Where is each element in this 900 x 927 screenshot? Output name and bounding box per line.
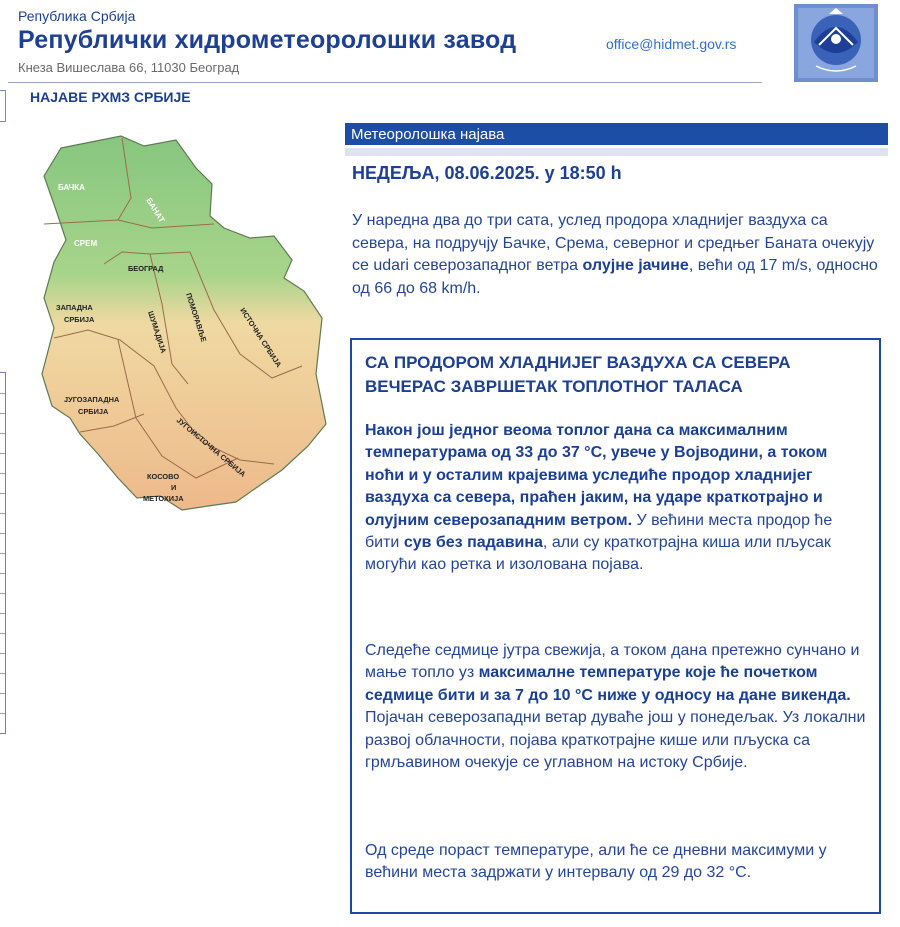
- nav-title[interactable]: НАЈАВЕ РХМЗ СРБИЈЕ: [30, 89, 191, 105]
- section-separator: [345, 148, 888, 156]
- region-zapadna-line1: ЗАПАДНА: [56, 303, 93, 312]
- p2-text-c: Појачан северозападни ветар дуваће још у понедељак. Уз локални развој облачности, појава краткотрајне кише или пљуска са грмљавином очекује се углавном на истоку Србије.: [365, 709, 866, 772]
- p2-text-b: максималне температуре које ће почетком седмице бити и за 7 до 10 °C ниже у односу на дане викенда.: [365, 664, 851, 704]
- box-paragraph-3: Од среде пораст температуре, али ће се дневни максимуми у већини места задржати у интервалу од 29 до 32 °C.: [365, 842, 827, 882]
- intro-text-a: У наредна два до три сата, услед продора хладнијег ваздуха са севера, на подручју Бачке, Срема, северног и средњег Баната очекују се udari северозападног ветра: [352, 212, 875, 274]
- email-link[interactable]: office@hidmet.gov.rs: [606, 36, 737, 52]
- box-title: СА ПРОДОРОМ ХЛАДНИЈЕГ ВАЗДУХА СА СЕВЕРА ВЕЧЕРАС ЗАВРШЕТАК ТОПЛОТНОГ ТАЛАСА: [365, 353, 791, 396]
- region-beograd: БЕОГРАД: [128, 264, 164, 273]
- region-srem: СРЕМ: [74, 239, 98, 248]
- region-sumadija: ШУМАДИЈА: [146, 309, 169, 355]
- left-panel-edge: [0, 90, 6, 122]
- p1-text-d: , али су краткотрајна киша или пљусак могући као ретка и изолована појава.: [365, 534, 831, 574]
- region-banat: БАНАТ: [144, 196, 167, 225]
- p1-text-b: У већини места продор ће бити: [365, 511, 833, 552]
- side-ruler: [0, 372, 6, 734]
- serbia-region-map: [26, 128, 332, 518]
- p2-text-a: Следеће седмице јутра свежија, а током дана претежно сунчано и мање топло уз: [365, 642, 860, 682]
- region-jugozapadna-line2: СРБИЈА: [78, 407, 109, 416]
- region-pomoravlje: ПОМОРАВЉЕ: [184, 291, 209, 344]
- site-header: [0, 0, 900, 86]
- region-kosovo-line1: КОСОВО: [147, 472, 180, 481]
- intro-text-b: олујне јачине: [582, 257, 689, 274]
- box-paragraph-2: [365, 640, 870, 774]
- box-paragraph-1: [365, 420, 870, 577]
- region-backa: БАЧКА: [58, 183, 85, 192]
- section-title: Метеоролошка најава: [351, 126, 505, 143]
- rhmz-logo[interactable]: [794, 4, 878, 82]
- region-kosovo-line2: И: [171, 483, 177, 492]
- section-header-bar: [345, 123, 888, 145]
- announcement-date: НЕДЕЉА, 08.06.2025. у 18:50 h: [352, 163, 622, 183]
- region-jugoistocna: ЈУГОИСТОЧНА СРБИЈА: [174, 415, 248, 479]
- region-kosovo-line3: МЕТОХИЈА: [143, 494, 184, 503]
- region-zapadna-line2: СРБИЈА: [64, 315, 95, 324]
- institute-title[interactable]: Републички хидрометеоролошки завод: [18, 26, 517, 54]
- p1-text-c: сув без падавина: [403, 534, 543, 552]
- announcement-intro: [352, 210, 884, 300]
- region-jugozapadna-line1: ЈУГОЗАПАДНА: [64, 395, 120, 404]
- header-divider: [8, 82, 762, 83]
- region-istocna: ИСТОЧНА СРБИЈА: [238, 306, 284, 369]
- p1-text-a: Након још једног веома топлог дана са максималним температурама од 33 до 37 °C, увече у Војводини, а током ноћи и у осталим крајевима уследиће продор хладнијег ваздуха са севера, праћен јаким, на ударе краткотрајно и олујним северозападним ветром.: [365, 422, 828, 529]
- institute-address: Кнеза Вишеслава 66, 11030 Београд: [18, 60, 240, 75]
- intro-text-c: , већи од 17 m/s, односно од 66 до 68 km/h.: [352, 257, 878, 297]
- country-label: Република Србија: [18, 8, 136, 24]
